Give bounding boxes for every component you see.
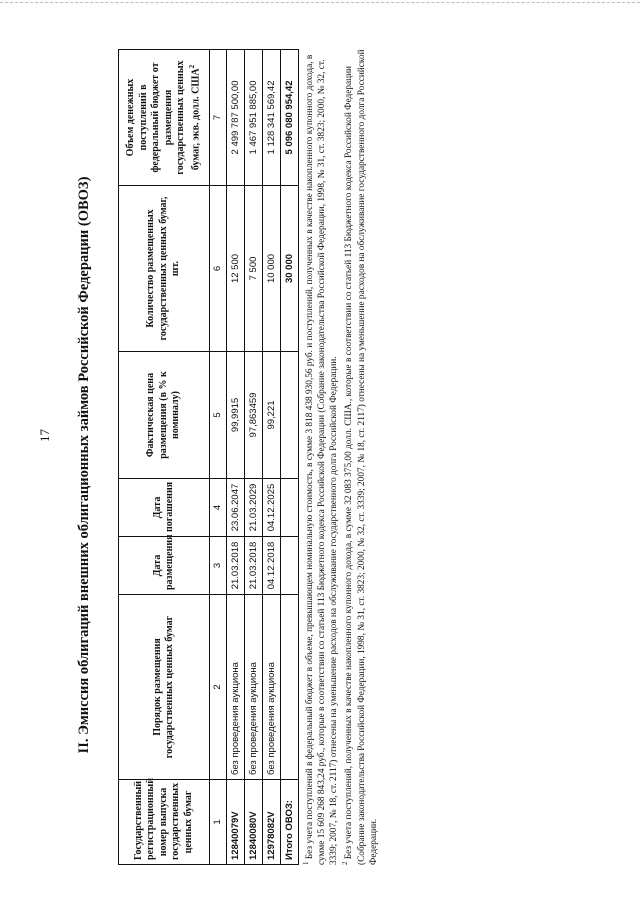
bond-issue-table (118, 49, 299, 865)
empty-cell (281, 595, 299, 780)
total-label: Итого ОВОЗ: (281, 780, 299, 865)
column-number: 6 (210, 186, 227, 352)
footnote-1 (302, 45, 340, 865)
cell-proceeds: 1 467 951 885,00 (245, 50, 263, 186)
cell-placement-method: без проведения аукциона (227, 595, 245, 780)
header-proceeds-text: Объем денежных поступлений в федеральный бюджет от размещения государственных ценных бумаг, экв. долл. США (125, 60, 202, 175)
cell-reg-number: 12840080V (245, 780, 263, 865)
table-total-row (281, 50, 299, 865)
cell-proceeds: 1 128 341 569,42 (263, 50, 281, 186)
footnotes (302, 45, 381, 865)
cell-quantity: 12 500 (227, 186, 245, 352)
cell-placement-date: 21.03.2018 (227, 537, 245, 595)
table-row (245, 50, 263, 865)
column-number: 2 (210, 595, 227, 780)
footnote-mark: 2 (341, 861, 350, 865)
footnote-text: Без учета поступлений в федеральный бюджет в объеме, превышающем номинальную стоимость, в сумме 3 818 438 930,56 руб. и поступлений, полученных в качестве накопленного купонного дохода, в сумме 15 609 268 843,24 руб., которые в соответствии со статьей 113 Бюджетного кодекса Российской Федерации (Собрание законодательства Российской Федерации, 1998, № 31, ст. 3823; 2000, № 32, ст. 3339; 2007, № 18, ст. 2117) отнесены на уменьшение расходов на обслуживание государственного долга Российской Федерации. (305, 54, 340, 865)
header-placement-method: Порядок размещения государственных ценных бумаг (119, 595, 210, 780)
header-quantity: Количество размещенных государственных ценных бумаг, шт. (119, 186, 210, 352)
cell-quantity: 10 000 (263, 186, 281, 352)
cell-proceeds: 2 499 787 500,00 (227, 50, 245, 186)
cell-quantity: 7 500 (245, 186, 263, 352)
cell-actual-price: 97,863459 (245, 352, 263, 479)
table-row (227, 50, 245, 865)
empty-cell (281, 352, 299, 479)
cell-maturity-date: 21.03.2029 (245, 479, 263, 537)
footnote-mark: 2 (187, 64, 196, 69)
cell-actual-price: 99,9915 (227, 352, 245, 479)
cell-placement-method: без проведения аукциона (245, 595, 263, 780)
footnote-separator (298, 685, 299, 865)
header-proceeds (119, 50, 210, 186)
header-reg-number: Государственный регистрационный номер выпуска государственных ценных бумаг (119, 780, 210, 865)
total-quantity: 30 000 (281, 186, 299, 352)
page-title: II. Эмиссия облигаций внешних облигационных займов Российской Федерации (ОВОЗ) (76, 176, 92, 754)
total-proceeds: 5 096 080 954,42 (281, 50, 299, 186)
header-maturity-date: Дата погашения (119, 479, 210, 537)
column-number: 5 (210, 352, 227, 479)
column-number: 7 (210, 50, 227, 186)
empty-cell (281, 537, 299, 595)
cell-maturity-date: 04.12.2025 (263, 479, 281, 537)
column-number-row (210, 50, 227, 865)
table-row (263, 50, 281, 865)
header-actual-price: Фактическая цена размещения (в % к номиналу) (119, 352, 210, 479)
cell-placement-date: 21.03.2018 (245, 537, 263, 595)
cell-reg-number: 12978082V (263, 780, 281, 865)
cell-maturity-date: 23.06.2047 (227, 479, 245, 537)
empty-cell (281, 479, 299, 537)
footnote-text: Без учета поступлений, полученных в качестве накопленного купонного дохода, в сумме 32 083 375,00 долл. США., которые в соответствии со статьей 113 Бюджетного кодекса Российской Федерации (Собрание законодательства Российской Федерации, 1998, № 31, ст. 3823; 2000, № 32, ст. 3339; 2007, № 18, ст. 2117) отнесены на уменьшение расходов на обслуживание государственного долга Российской Федерации. (344, 49, 379, 865)
cell-reg-number: 12840079V (227, 780, 245, 865)
column-number: 1 (210, 780, 227, 865)
footnote-2 (341, 45, 379, 865)
column-number: 4 (210, 479, 227, 537)
cell-actual-price: 99,221 (263, 352, 281, 479)
header-placement-date: Дата размещения (119, 537, 210, 595)
footnote-mark: 1 (302, 861, 310, 865)
column-number: 3 (210, 537, 227, 595)
cell-placement-date: 04.12.2018 (263, 537, 281, 595)
table-header-row (119, 50, 210, 865)
cell-placement-method: без проведения аукциона (263, 595, 281, 780)
page-number: 17 (37, 429, 52, 442)
